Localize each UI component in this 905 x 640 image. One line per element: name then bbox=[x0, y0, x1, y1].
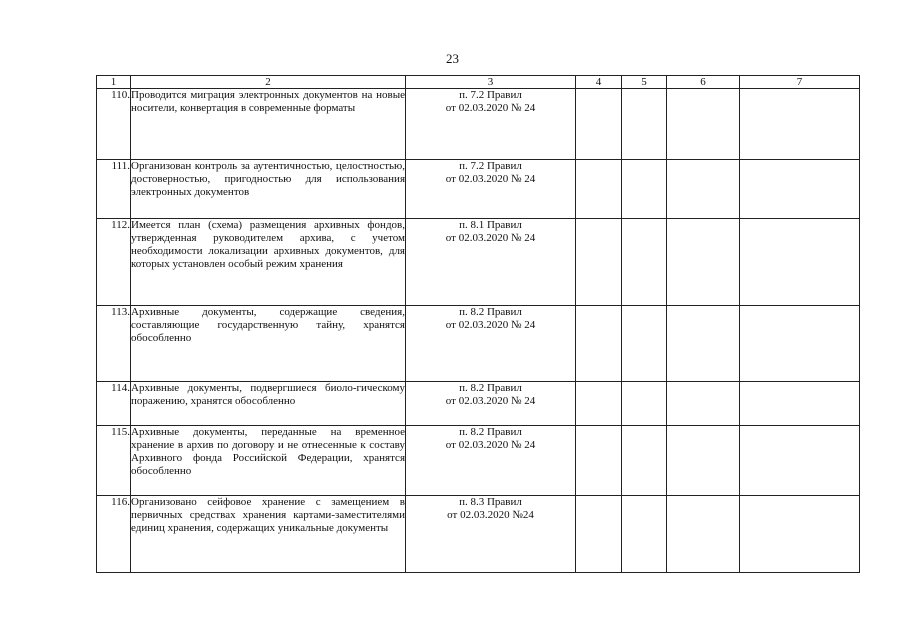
table-row bbox=[97, 219, 860, 306]
row-reference bbox=[406, 382, 576, 426]
row-number: 112. bbox=[97, 219, 131, 306]
row-description: Проводится миграция электронных документов на новые носители, конвертация в современные форматы bbox=[131, 89, 406, 160]
row-reference bbox=[406, 496, 576, 573]
row-description: Архивные документы, содержащие сведения, составляющие государственную тайну, хранятся обособленно bbox=[131, 306, 406, 382]
empty-cell bbox=[740, 306, 860, 382]
reference-clause: п. 8.2 Правил bbox=[459, 426, 522, 438]
reference-clause: п. 7.2 Правил bbox=[459, 160, 522, 172]
empty-cell bbox=[667, 426, 740, 496]
row-reference bbox=[406, 160, 576, 219]
row-number: 114. bbox=[97, 382, 131, 426]
header-cell-3: 3 bbox=[406, 76, 576, 89]
empty-cell bbox=[667, 160, 740, 219]
reference-clause: п. 8.2 Правил bbox=[459, 382, 522, 394]
reference-date: от 02.03.2020 № 24 bbox=[445, 395, 536, 407]
row-reference bbox=[406, 426, 576, 496]
header-cell-2: 2 bbox=[131, 76, 406, 89]
row-description: Организован контроль за аутентичностью, целостностью, достоверностью, пригодностью для использования электронных документов bbox=[131, 160, 406, 219]
empty-cell bbox=[667, 382, 740, 426]
empty-cell bbox=[622, 496, 667, 573]
reference-clause: п. 7.2 Правил bbox=[459, 89, 522, 101]
empty-cell bbox=[622, 160, 667, 219]
header-row bbox=[97, 76, 860, 89]
empty-cell bbox=[576, 219, 622, 306]
table-row bbox=[97, 306, 860, 382]
row-number: 111. bbox=[97, 160, 131, 219]
empty-cell bbox=[622, 426, 667, 496]
empty-cell bbox=[576, 496, 622, 573]
row-description: Организовано сейфовое хранение с замещением в первичных средствах хранения картами-заместителями единиц хранения, содержащих уникальные документы bbox=[131, 496, 406, 573]
reference-date: от 02.03.2020 № 24 bbox=[445, 232, 536, 244]
reference-clause: п. 8.3 Правил bbox=[459, 496, 522, 508]
empty-cell bbox=[622, 89, 667, 160]
table-row bbox=[97, 496, 860, 573]
row-number: 113. bbox=[97, 306, 131, 382]
row-description: Имеется план (схема) размещения архивных фондов, утвержденная руководителем архива, с учетом необходимости локализации архивных документов, для которых установлен особый режим хранения bbox=[131, 219, 406, 306]
empty-cell bbox=[576, 89, 622, 160]
row-description: Архивные документы, переданные на временное хранение в архив по договору и не отнесенные к составу Архивного фонда Российской Федерации, хранятся обособленно bbox=[131, 426, 406, 496]
row-reference bbox=[406, 306, 576, 382]
table-row bbox=[97, 160, 860, 219]
table-row bbox=[97, 89, 860, 160]
table-row bbox=[97, 426, 860, 496]
empty-cell bbox=[667, 306, 740, 382]
empty-cell bbox=[622, 382, 667, 426]
empty-cell bbox=[740, 382, 860, 426]
empty-cell bbox=[576, 382, 622, 426]
reference-date: от 02.03.2020 №24 bbox=[447, 509, 534, 521]
requirements-table bbox=[96, 75, 860, 573]
empty-cell bbox=[576, 426, 622, 496]
empty-cell bbox=[740, 496, 860, 573]
empty-cell bbox=[667, 89, 740, 160]
empty-cell bbox=[740, 219, 860, 306]
empty-cell bbox=[667, 219, 740, 306]
empty-cell bbox=[667, 496, 740, 573]
header-cell-4: 4 bbox=[576, 76, 622, 89]
header-cell-7: 7 bbox=[740, 76, 860, 89]
row-number: 115. bbox=[97, 426, 131, 496]
row-reference bbox=[406, 89, 576, 160]
reference-date: от 02.03.2020 № 24 bbox=[445, 102, 536, 114]
row-number: 116. bbox=[97, 496, 131, 573]
header-cell-5: 5 bbox=[622, 76, 667, 89]
empty-cell bbox=[740, 426, 860, 496]
empty-cell bbox=[622, 306, 667, 382]
page-number: 23 bbox=[446, 51, 459, 66]
header-cell-1: 1 bbox=[97, 76, 131, 89]
row-description: Архивные документы, подвергшиеся биоло-гическому поражению, хранятся обособленно bbox=[131, 382, 406, 426]
empty-cell bbox=[622, 219, 667, 306]
row-number: 110. bbox=[97, 89, 131, 160]
reference-date: от 02.03.2020 № 24 bbox=[445, 319, 536, 331]
table-row bbox=[97, 382, 860, 426]
empty-cell bbox=[740, 89, 860, 160]
empty-cell bbox=[576, 160, 622, 219]
row-reference bbox=[406, 219, 576, 306]
reference-date: от 02.03.2020 № 24 bbox=[445, 173, 536, 185]
reference-date: от 02.03.2020 № 24 bbox=[445, 439, 536, 451]
empty-cell bbox=[740, 160, 860, 219]
empty-cell bbox=[576, 306, 622, 382]
header-cell-6: 6 bbox=[667, 76, 740, 89]
reference-clause: п. 8.2 Правил bbox=[459, 306, 522, 318]
reference-clause: п. 8.1 Правил bbox=[459, 219, 522, 231]
